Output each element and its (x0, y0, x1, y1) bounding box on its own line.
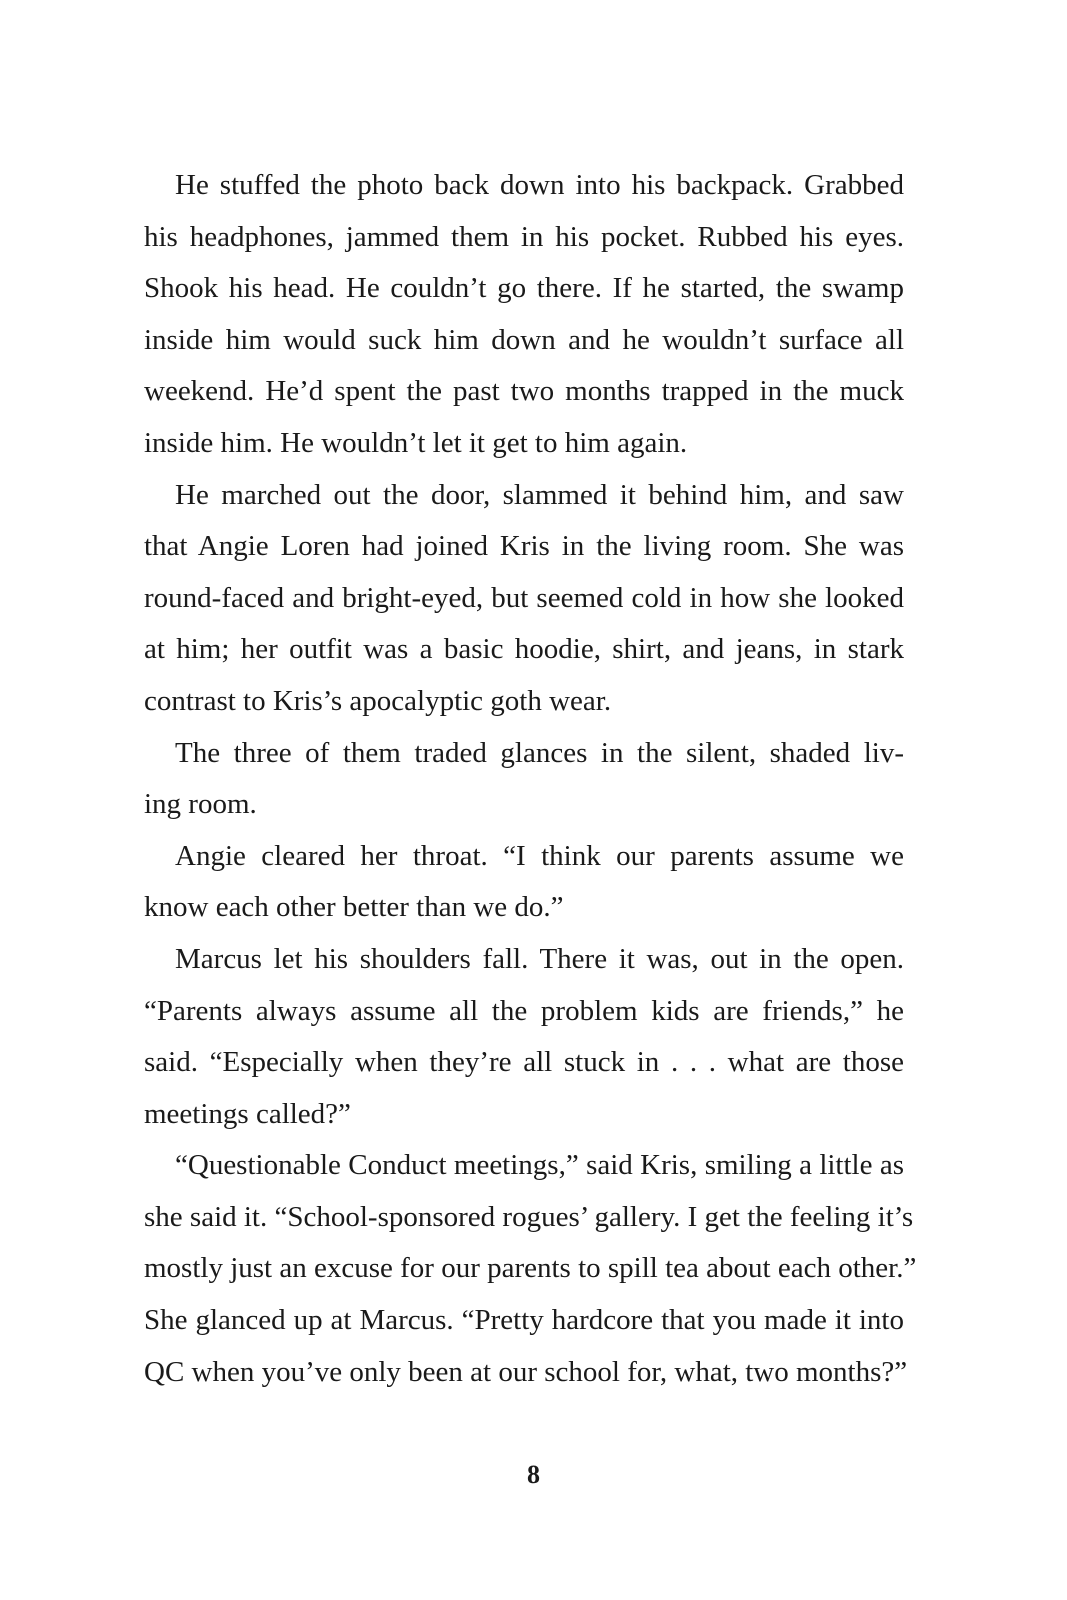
text-line: weekend. He’d spent the past two months trapped in the muck (144, 375, 904, 408)
page-number: 8 (527, 1460, 540, 1489)
text-line: she said it. “School-sponsored rogues’ gallery. I get the feeling it’s (144, 1200, 914, 1233)
text-line: Angie cleared her throat. “I think our parents assume we (175, 839, 904, 872)
text-line: “Parents always assume all the problem kids are friends,” he (144, 994, 904, 1027)
text-line: know each other better than we do.” (144, 891, 564, 924)
text-line: that Angie Loren had joined Kris in the living room. She was (144, 530, 904, 563)
text-line: mostly just an excuse for our parents to spill tea about each other.” (144, 1252, 917, 1285)
text-line: The three of them traded glances in the silent, shaded liv- (175, 736, 904, 769)
text-line: contrast to Kris’s apocalyptic goth wear. (144, 684, 612, 717)
text-line: his headphones, jammed them in his pocket. Rubbed his eyes. (144, 220, 904, 253)
body-text (144, 160, 917, 1398)
text-line: inside him would suck him down and he wouldn’t surface all (144, 323, 904, 356)
text-line: round-faced and bright-eyed, but seemed cold in how she looked (144, 581, 904, 614)
text-line: ing room. (144, 788, 257, 821)
text-line: said. “Especially when they’re all stuck in . . . what are those (144, 1046, 904, 1079)
text-line: He stuffed the photo back down into his backpack. Grabbed (175, 169, 904, 201)
text-line: “Questionable Conduct meetings,” said Kris, smiling a little as (175, 1149, 904, 1182)
text-line: Shook his head. He couldn’t go there. If he started, the swamp (144, 272, 904, 305)
text-line: She glanced up at Marcus. “Pretty hardcore that you made it into (144, 1304, 904, 1337)
text-line: He marched out the door, slammed it behind him, and saw (175, 478, 904, 511)
text-line: inside him. He wouldn’t let it get to him again. (144, 426, 688, 459)
text-line: QC when you’ve only been at our school for, what, two months?” (144, 1355, 908, 1388)
text-line: Marcus let his shoulders fall. There it was, out in the open. (175, 942, 904, 975)
text-line: at him; her outfit was a basic hoodie, shirt, and jeans, in stark (144, 633, 904, 666)
text-line: meetings called?” (144, 1097, 351, 1130)
